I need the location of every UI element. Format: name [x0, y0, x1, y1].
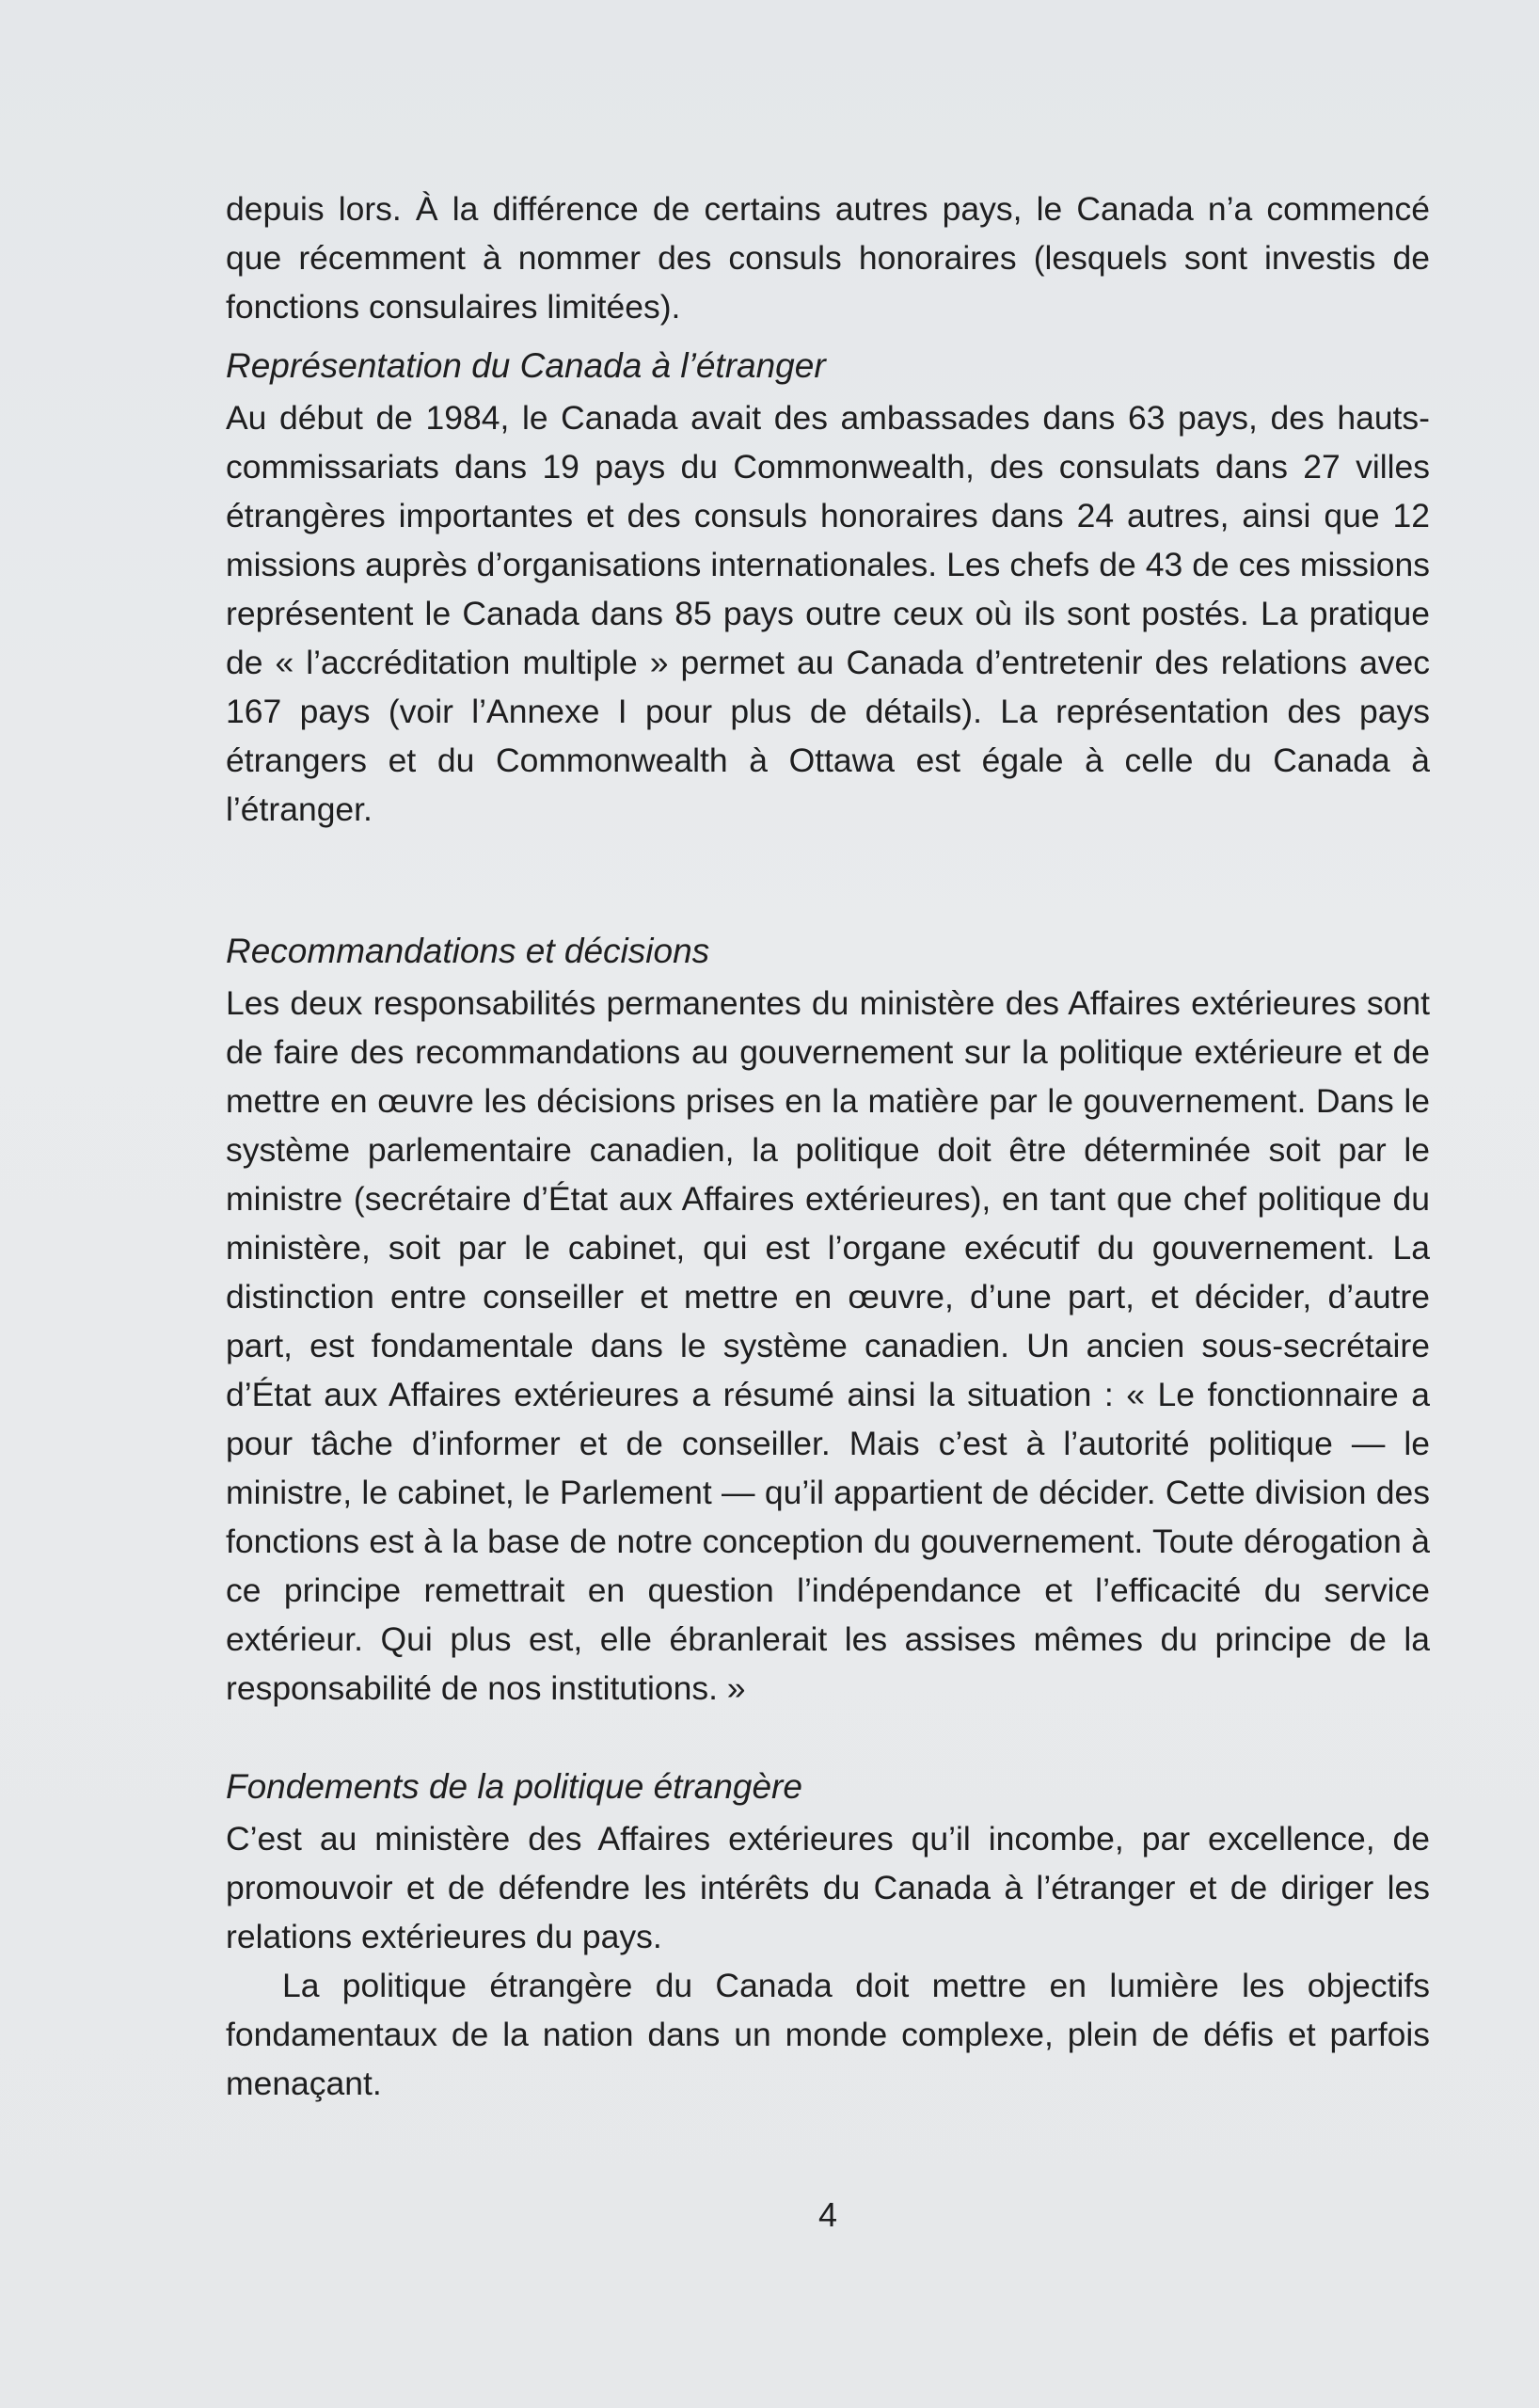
paragraph-fondements-2: La politique étrangère du Canada doit mettre en lumière les objectifs fondamentaux de la nation dans un monde complexe, plein de défis et parfois menaçant. [226, 1967, 1430, 2102]
paragraph-fondements-1: C’est au ministère des Affaires extérieures qu’il incombe, par excellence, de promouvoir et de défendre les intérêts du Canada à l’étranger et de diriger les relations extérieures du pays. [226, 1820, 1430, 1955]
section-heading-fondements: Fondements de la politique étrangère [226, 1767, 802, 1806]
section-heading-representation: Représentation du Canada à l’étranger [226, 346, 826, 385]
paragraph-recommandations: Les deux responsabilités permanentes du ministère des Affaires extérieures sont de faire des recommandations au gouvernement sur la politique extérieure et de mettre en œuvre les décisions prises en la matière par le gouvernement. Dans le système parlementaire canadien, la politique doit être déterminée soit par le ministre (secrétaire d’État aux Affaires extérieures), en tant que chef politique du ministère, soit par le cabinet, qui est l’organe exécutif du gouvernement. La distinction entre conseiller et mettre en œuvre, d’une part, et décider, d’autre part, est fondamentale dans le système canadien. Un ancien sous-secrétaire d’État aux Affaires extérieures a résumé ainsi la situation : « Le fonctionnaire a pour tâche d’informer et de conseiller. Mais c’est à l’autorité politique — le ministre, le cabinet, le Parlement — qu’il appartient de décider. Cette division des fonctions est à la base de notre conception du gouvernement. Toute dérogation à ce principe remettrait en question l’indépendance et l’efficacité du service extérieur. Qui plus est, elle ébranlerait les assises mêmes du principe de la responsabilité de nos institutions. » [226, 984, 1430, 1707]
paragraph-representation: Au début de 1984, le Canada avait des ambassades dans 63 pays, des hauts-commissariats dans 19 pays du Commonwealth, des consulats dans 27 villes étrangères importantes et des consuls honoraires dans 24 autres, ainsi que 12 missions auprès d’organisations internationales. Les chefs de 43 de ces missions représentent le Canada dans 85 pays outre ceux où ils sont postés. La pratique de « l’accréditation multiple » permet au Canada d’entretenir des relations avec 167 pays (voir l’Annexe I pour plus de détails). La représentation des pays étrangers et du Commonwealth à Ottawa est égale à celle du Canada à l’étranger. [226, 399, 1430, 828]
section-heading-recommandations: Recommandations et décisions [226, 932, 710, 970]
page-content [226, 184, 1430, 2108]
intro-paragraph: depuis lors. À la différence de certains autres pays, le Canada n’a commencé que récemment à nommer des consuls honoraires (lesquels sont investis de fonctions consulaires limitées). [226, 190, 1430, 326]
page-number: 4 [817, 2195, 838, 2234]
